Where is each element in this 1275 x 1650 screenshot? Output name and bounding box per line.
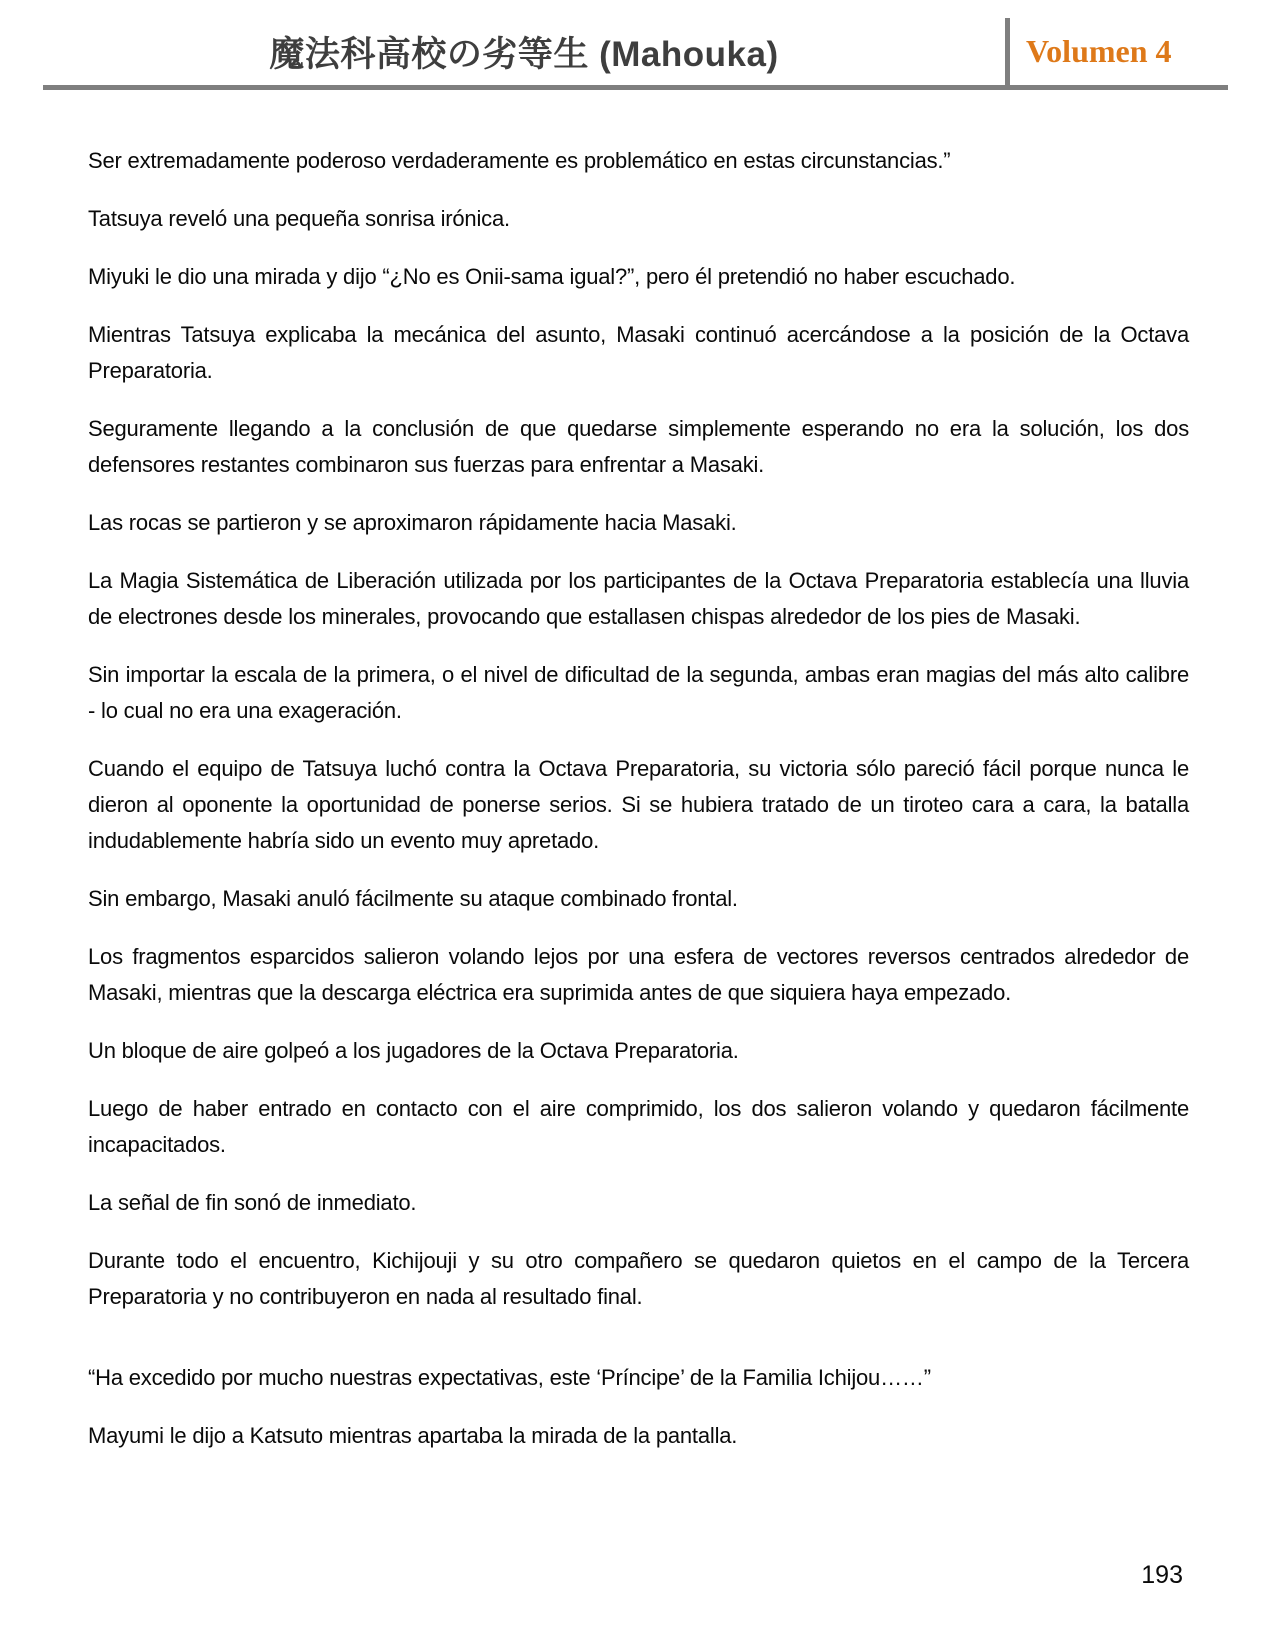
paragraph: Durante todo el encuentro, Kichijouji y su otro compañero se quedaron quietos en el campo de la Tercera Preparatoria y no contribuyeron en nada al resultado final. [88, 1248, 1189, 1309]
header-title-cell [43, 18, 1005, 85]
paragraph: Tatsuya reveló una pequeña sonrisa irónica. [88, 206, 510, 231]
paragraph: Sin embargo, Masaki anuló fácilmente su ataque combinado frontal. [88, 886, 738, 911]
paragraph: Ser extremadamente poderoso verdaderamente es problemático en estas circunstancias.” [88, 148, 951, 173]
paragraph: “Ha excedido por mucho nuestras expectativas, este ‘Príncipe’ de la Familia Ichijou……” [88, 1365, 931, 1390]
paragraph: Las rocas se partieron y se aproximaron rápidamente hacia Masaki. [88, 510, 737, 535]
header-volume-cell [1005, 18, 1228, 85]
page-number: 193 [1141, 1561, 1183, 1589]
paragraph: Los fragmentos esparcidos salieron volando lejos por una esfera de vectores reversos centrados alrededor de Masaki, mientras que la descarga eléctrica era suprimida antes de que siquiera haya empezado. [88, 944, 1189, 1005]
paragraph: Mayumi le dijo a Katsuto mientras apartaba la mirada de la pantalla. [88, 1423, 738, 1448]
volume-label: Volumen 4 [1026, 33, 1172, 69]
paragraph: Miyuki le dio una mirada y dijo “¿No es Onii-sama igual?”, pero él pretendió no haber escuchado. [88, 264, 1016, 289]
paragraph: Luego de haber entrado en contacto con el aire comprimido, los dos salieron volando y quedaron fácilmente incapacitados. [88, 1096, 1189, 1157]
paragraph: Cuando el equipo de Tatsuya luchó contra la Octava Preparatoria, su victoria sólo pareció fácil porque nunca le dieron al oponente la oportunidad de ponerse serios. Si se hubiera tratado de un tiroteo cara a cara, la batalla indudablemente habría sido un evento muy apretado. [88, 756, 1189, 853]
paragraph: La señal de fin sonó de inmediato. [88, 1190, 417, 1215]
paragraph: Mientras Tatsuya explicaba la mecánica del asunto, Masaki continuó acercándose a la posición de la Octava Preparatoria. [88, 322, 1189, 383]
document-title: 魔法科高校の劣等生 (Mahouka) [269, 34, 779, 74]
page-header [43, 18, 1228, 90]
paragraph: Un bloque de aire golpeó a los jugadores de la Octava Preparatoria. [88, 1038, 739, 1063]
page-body [88, 95, 1189, 1476]
paragraph: Seguramente llegando a la conclusión de que quedarse simplemente esperando no era la solución, los dos defensores restantes combinaron sus fuerzas para enfrentar a Masaki. [88, 416, 1189, 477]
paragraph: Sin importar la escala de la primera, o el nivel de dificultad de la segunda, ambas eran magias del más alto calibre - lo cual no era una exageración. [88, 662, 1189, 723]
paragraph: La Magia Sistemática de Liberación utilizada por los participantes de la Octava Preparatoria establecía una lluvia de electrones desde los minerales, provocando que estallasen chispas alrededor de los pies de Masaki. [88, 568, 1189, 629]
